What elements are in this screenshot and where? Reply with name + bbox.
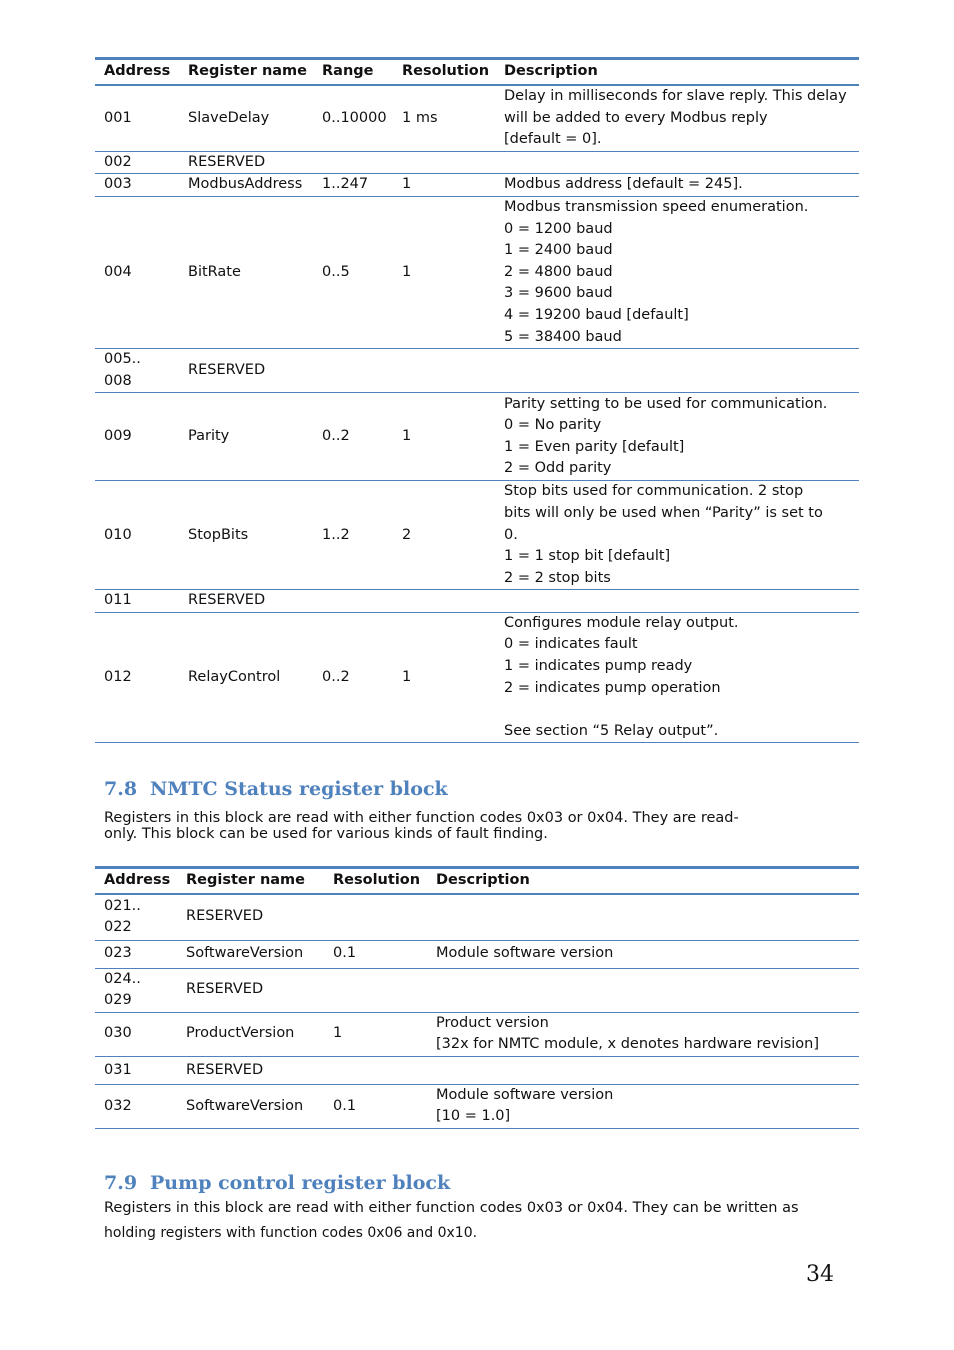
cell-name: SoftwareVersion bbox=[177, 1084, 324, 1128]
text-line: 001 bbox=[104, 109, 132, 126]
cell-name: RESERVED bbox=[179, 590, 313, 613]
text-line: [32x for NMTC module, x denotes hardware revision] bbox=[436, 1036, 820, 1053]
section-7-9-paragraph bbox=[104, 1196, 844, 1246]
cell-name: StopBits bbox=[179, 481, 313, 590]
section-heading-7-8 bbox=[104, 777, 448, 801]
cell-description bbox=[495, 481, 859, 590]
text-line: 0 = indicates fault bbox=[504, 636, 638, 653]
cell-description bbox=[495, 174, 859, 197]
table-row bbox=[95, 940, 859, 968]
text-line: 4 = 19200 baud [default] bbox=[504, 306, 689, 323]
col-header-register-name: Register name bbox=[177, 868, 324, 895]
cell-description bbox=[427, 1056, 859, 1084]
cell-resolution: 1 bbox=[393, 196, 495, 348]
cell-resolution bbox=[393, 151, 495, 174]
cell-description bbox=[495, 590, 859, 613]
text-line bbox=[504, 360, 859, 382]
cell-address bbox=[95, 151, 179, 174]
cell-name: RESERVED bbox=[179, 151, 313, 174]
text-line: 011 bbox=[104, 592, 132, 609]
cell-address bbox=[95, 612, 179, 743]
cell-description bbox=[427, 1012, 859, 1056]
cell-address bbox=[95, 968, 177, 1012]
text-line: [10 = 1.0] bbox=[436, 1108, 511, 1125]
col-header-resolution: Resolution bbox=[393, 59, 495, 86]
text-line bbox=[436, 979, 859, 1001]
cell-description bbox=[427, 1084, 859, 1128]
paragraph-line: holding registers with function codes 0x06 and 0x10. bbox=[104, 1225, 478, 1241]
text-line: 1 = Even parity [default] bbox=[504, 438, 685, 455]
table-row bbox=[95, 894, 859, 940]
text-line: Modbus address [default = 245]. bbox=[504, 176, 743, 193]
text-line: 003 bbox=[104, 176, 132, 193]
cell-address bbox=[95, 174, 179, 197]
cell-range: 0..2 bbox=[313, 393, 393, 481]
text-line: 031 bbox=[104, 1061, 132, 1078]
cell-address bbox=[95, 590, 179, 613]
cell-description bbox=[427, 940, 859, 968]
section-title: Pump control register block bbox=[150, 1172, 451, 1194]
cell-name: Parity bbox=[179, 393, 313, 481]
cell-range: 0..10000 bbox=[313, 85, 393, 151]
col-header-resolution: Resolution bbox=[324, 868, 427, 895]
cell-range: 0..2 bbox=[313, 612, 393, 743]
paragraph-line: only. This block can be used for various kinds of fault finding. bbox=[104, 826, 548, 842]
cell-range: 0..5 bbox=[313, 196, 393, 348]
text-line bbox=[504, 590, 859, 612]
section-number: 7.9 bbox=[104, 1172, 138, 1194]
text-line: 010 bbox=[104, 526, 132, 543]
text-line bbox=[504, 152, 859, 174]
cell-name: RESERVED bbox=[177, 894, 324, 940]
table-row bbox=[95, 151, 859, 174]
col-header-register-name: Register name bbox=[179, 59, 313, 86]
col-header-description: Description bbox=[495, 59, 859, 86]
text-line: See section “5 Relay output”. bbox=[504, 722, 719, 739]
text-line: 005.. bbox=[104, 351, 141, 368]
cell-name: RelayControl bbox=[179, 612, 313, 743]
table-row bbox=[95, 481, 859, 590]
text-line: 029 bbox=[104, 992, 132, 1009]
text-line: Module software version bbox=[436, 945, 614, 962]
text-line: 009 bbox=[104, 428, 132, 445]
cell-name: SoftwareVersion bbox=[177, 940, 324, 968]
table-row bbox=[95, 196, 859, 348]
cell-range: 1..247 bbox=[313, 174, 393, 197]
text-line: Product version bbox=[436, 1014, 549, 1031]
section-title: NMTC Status register block bbox=[150, 778, 448, 800]
text-line: 012 bbox=[104, 668, 132, 685]
text-line bbox=[504, 699, 859, 721]
cell-address bbox=[95, 85, 179, 151]
cell-description bbox=[427, 968, 859, 1012]
text-line: 2 = Odd parity bbox=[504, 460, 612, 477]
cell-resolution: 0.1 bbox=[324, 1084, 427, 1128]
text-line: 022 bbox=[104, 919, 132, 936]
text-line: Stop bits used for communication. 2 stop bbox=[504, 483, 804, 500]
cell-resolution bbox=[324, 894, 427, 940]
text-line: 1 = indicates pump ready bbox=[504, 658, 693, 675]
cell-name: RESERVED bbox=[177, 968, 324, 1012]
cell-resolution bbox=[324, 968, 427, 1012]
text-line bbox=[436, 906, 859, 928]
cell-description bbox=[495, 393, 859, 481]
cell-range bbox=[313, 151, 393, 174]
text-line: 2 = 4800 baud bbox=[504, 263, 613, 280]
text-line: 024.. bbox=[104, 970, 141, 987]
col-header-range: Range bbox=[313, 59, 393, 86]
text-line: Modbus transmission speed enumeration. bbox=[504, 198, 809, 215]
page-number: 34 bbox=[806, 1262, 834, 1287]
table-row bbox=[95, 1084, 859, 1128]
text-line: 5 = 38400 baud bbox=[504, 328, 622, 345]
text-line: bits will only be used when “Parity” is set to bbox=[504, 504, 823, 521]
text-line: [default = 0]. bbox=[504, 131, 602, 148]
cell-name: BitRate bbox=[179, 196, 313, 348]
cell-description bbox=[427, 894, 859, 940]
cell-description bbox=[495, 85, 859, 151]
text-line: 2 = 2 stop bits bbox=[504, 569, 611, 586]
section-7-8-paragraph bbox=[104, 810, 824, 842]
cell-resolution: 1 bbox=[324, 1012, 427, 1056]
text-line: 032 bbox=[104, 1097, 132, 1114]
text-line: 021.. bbox=[104, 897, 141, 914]
cell-name: RESERVED bbox=[179, 349, 313, 393]
text-line: 1 = 1 stop bit [default] bbox=[504, 548, 671, 565]
cell-address bbox=[95, 481, 179, 590]
cell-resolution: 1 ms bbox=[393, 85, 495, 151]
cell-description bbox=[495, 612, 859, 743]
table-row bbox=[95, 349, 859, 393]
table-row bbox=[95, 1056, 859, 1084]
cell-name: RESERVED bbox=[177, 1056, 324, 1084]
cell-address bbox=[95, 1012, 177, 1056]
paragraph-line: Registers in this block are read with either function codes 0x03 or 0x04. They can be written as bbox=[104, 1200, 799, 1216]
cell-address bbox=[95, 349, 179, 393]
register-table-status bbox=[95, 866, 859, 1129]
cell-address bbox=[95, 1056, 177, 1084]
cell-resolution: 1 bbox=[393, 393, 495, 481]
text-line: 023 bbox=[104, 945, 132, 962]
cell-address bbox=[95, 196, 179, 348]
cell-range bbox=[313, 590, 393, 613]
text-line: 0 = No parity bbox=[504, 417, 602, 434]
cell-address bbox=[95, 894, 177, 940]
table-row bbox=[95, 85, 859, 151]
cell-range: 1..2 bbox=[313, 481, 393, 590]
cell-resolution: 0.1 bbox=[324, 940, 427, 968]
table-row bbox=[95, 174, 859, 197]
text-line: 1 = 2400 baud bbox=[504, 242, 613, 259]
text-line: 3 = 9600 baud bbox=[504, 285, 613, 302]
col-header-address: Address bbox=[95, 868, 177, 895]
cell-name: ModbusAddress bbox=[179, 174, 313, 197]
text-line: Parity setting to be used for communication. bbox=[504, 395, 828, 412]
text-line: 0 = 1200 baud bbox=[504, 220, 613, 237]
text-line: Configures module relay output. bbox=[504, 614, 739, 631]
table-header-row bbox=[95, 59, 859, 86]
cell-resolution: 1 bbox=[393, 612, 495, 743]
text-line: 2 = indicates pump operation bbox=[504, 679, 721, 696]
text-line: Delay in milliseconds for slave reply. This delay bbox=[504, 88, 847, 104]
cell-address bbox=[95, 940, 177, 968]
text-line: 030 bbox=[104, 1025, 132, 1042]
cell-description bbox=[495, 151, 859, 174]
cell-resolution bbox=[393, 349, 495, 393]
table-row bbox=[95, 393, 859, 481]
register-table-config bbox=[95, 57, 859, 743]
paragraph-line: Registers in this block are read with either function codes 0x03 or 0x04. They are read- bbox=[104, 810, 739, 826]
text-line: 002 bbox=[104, 153, 132, 170]
cell-resolution bbox=[324, 1056, 427, 1084]
text-line: 0. bbox=[504, 526, 518, 543]
cell-name: ProductVersion bbox=[177, 1012, 324, 1056]
cell-resolution: 2 bbox=[393, 481, 495, 590]
table-row bbox=[95, 1012, 859, 1056]
text-line bbox=[436, 1060, 859, 1082]
cell-description bbox=[495, 349, 859, 393]
text-line: 004 bbox=[104, 263, 132, 280]
cell-address bbox=[95, 1084, 177, 1128]
table-row bbox=[95, 590, 859, 613]
table-row bbox=[95, 968, 859, 1012]
table-header-row bbox=[95, 868, 859, 895]
col-header-address: Address bbox=[95, 59, 179, 86]
text-line: 008 bbox=[104, 372, 132, 389]
cell-name: SlaveDelay bbox=[179, 85, 313, 151]
cell-description bbox=[495, 196, 859, 348]
cell-resolution bbox=[393, 590, 495, 613]
table-row bbox=[95, 612, 859, 743]
cell-address bbox=[95, 393, 179, 481]
section-number: 7.8 bbox=[104, 778, 138, 800]
text-line: Module software version bbox=[436, 1086, 614, 1103]
col-header-description: Description bbox=[427, 868, 859, 895]
cell-resolution: 1 bbox=[393, 174, 495, 197]
text-line: will be added to every Modbus reply bbox=[504, 109, 768, 126]
cell-range bbox=[313, 349, 393, 393]
section-heading-7-9 bbox=[104, 1171, 450, 1195]
